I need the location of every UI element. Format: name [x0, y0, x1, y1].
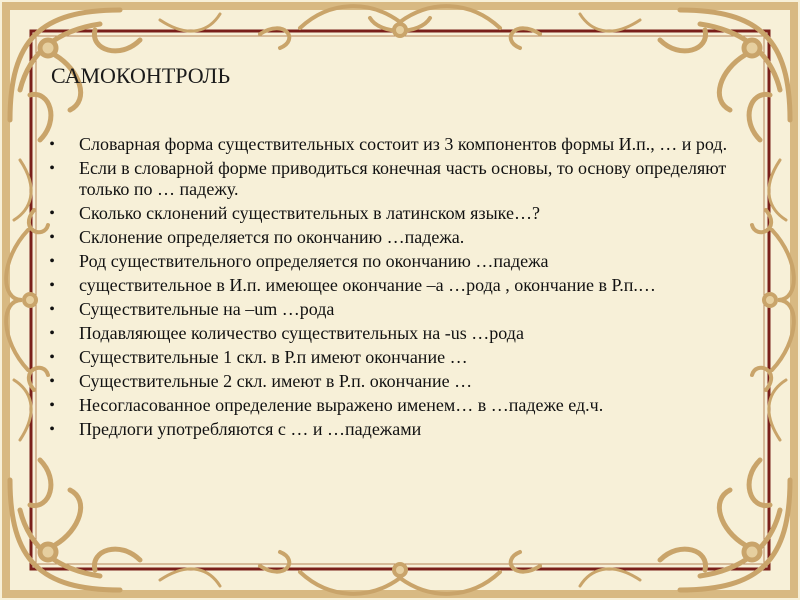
bullet-icon: •: [49, 301, 55, 318]
top-center-ornament: [260, 6, 540, 48]
list-item-text: Если в словарной форме приводиться конечная часть основы, то основу определяют только по … падежу.: [79, 158, 727, 199]
list-item: [46, 158, 746, 200]
slide-title: САМОКОНТРОЛЬ: [51, 63, 231, 88]
left-center-ornament: [6, 210, 48, 390]
list-item-text: Род существительного определяется по окончанию …падежа: [79, 251, 549, 271]
list-item: [46, 371, 746, 392]
list-item: [46, 299, 746, 320]
bullet-icon: •: [49, 229, 55, 246]
list-item: [46, 395, 746, 416]
list-item-text: Склонение определяется по окончанию …падежа.: [79, 227, 465, 247]
bullet-icon: •: [49, 397, 55, 414]
list-item: [46, 251, 746, 272]
list-item-text: Существительные 1 скл. в Р.п имеют окончание …: [79, 347, 468, 367]
bullet-icon: •: [49, 349, 55, 366]
bullet-icon: •: [49, 205, 55, 222]
list-item-text: Предлоги употребляются с … и …падежами: [79, 419, 422, 439]
list-item: [46, 323, 746, 344]
bullet-icon: •: [49, 421, 55, 438]
bullet-icon: •: [49, 253, 55, 270]
list-item: [46, 347, 746, 368]
list-item-text: Подавляющее количество существительных на -us …рода: [79, 323, 524, 343]
bottom-center-ornament: [260, 552, 540, 594]
list-item-text: Существительные на –um …рода: [79, 299, 335, 319]
list-item-text: Сколько склонений существительных в латинском языке…?: [79, 203, 540, 223]
list-item: [46, 227, 746, 248]
list-item-text: существительное в И.п. имеющее окончание –a …рода , окончание в Р.п.…: [79, 275, 656, 295]
list-item: [46, 275, 746, 296]
bullet-icon: •: [49, 373, 55, 390]
list-item: [46, 203, 746, 224]
bullet-icon: •: [49, 136, 55, 153]
list-item: [46, 419, 746, 440]
list-item: [46, 134, 746, 155]
list-item-text: Словарная форма существительных состоит из 3 компонентов формы И.п., … и род.: [79, 134, 728, 154]
bullet-icon: •: [49, 325, 55, 342]
bullet-list: [46, 134, 746, 443]
right-center-ornament: [752, 210, 794, 390]
bullet-icon: •: [49, 160, 55, 177]
list-item-text: Несогласованное определение выражено именем… в …падеже ед.ч.: [79, 395, 604, 415]
list-item-text: Существительные 2 скл. имеют в Р.п. окончание …: [79, 371, 473, 391]
bullet-icon: •: [49, 277, 55, 294]
